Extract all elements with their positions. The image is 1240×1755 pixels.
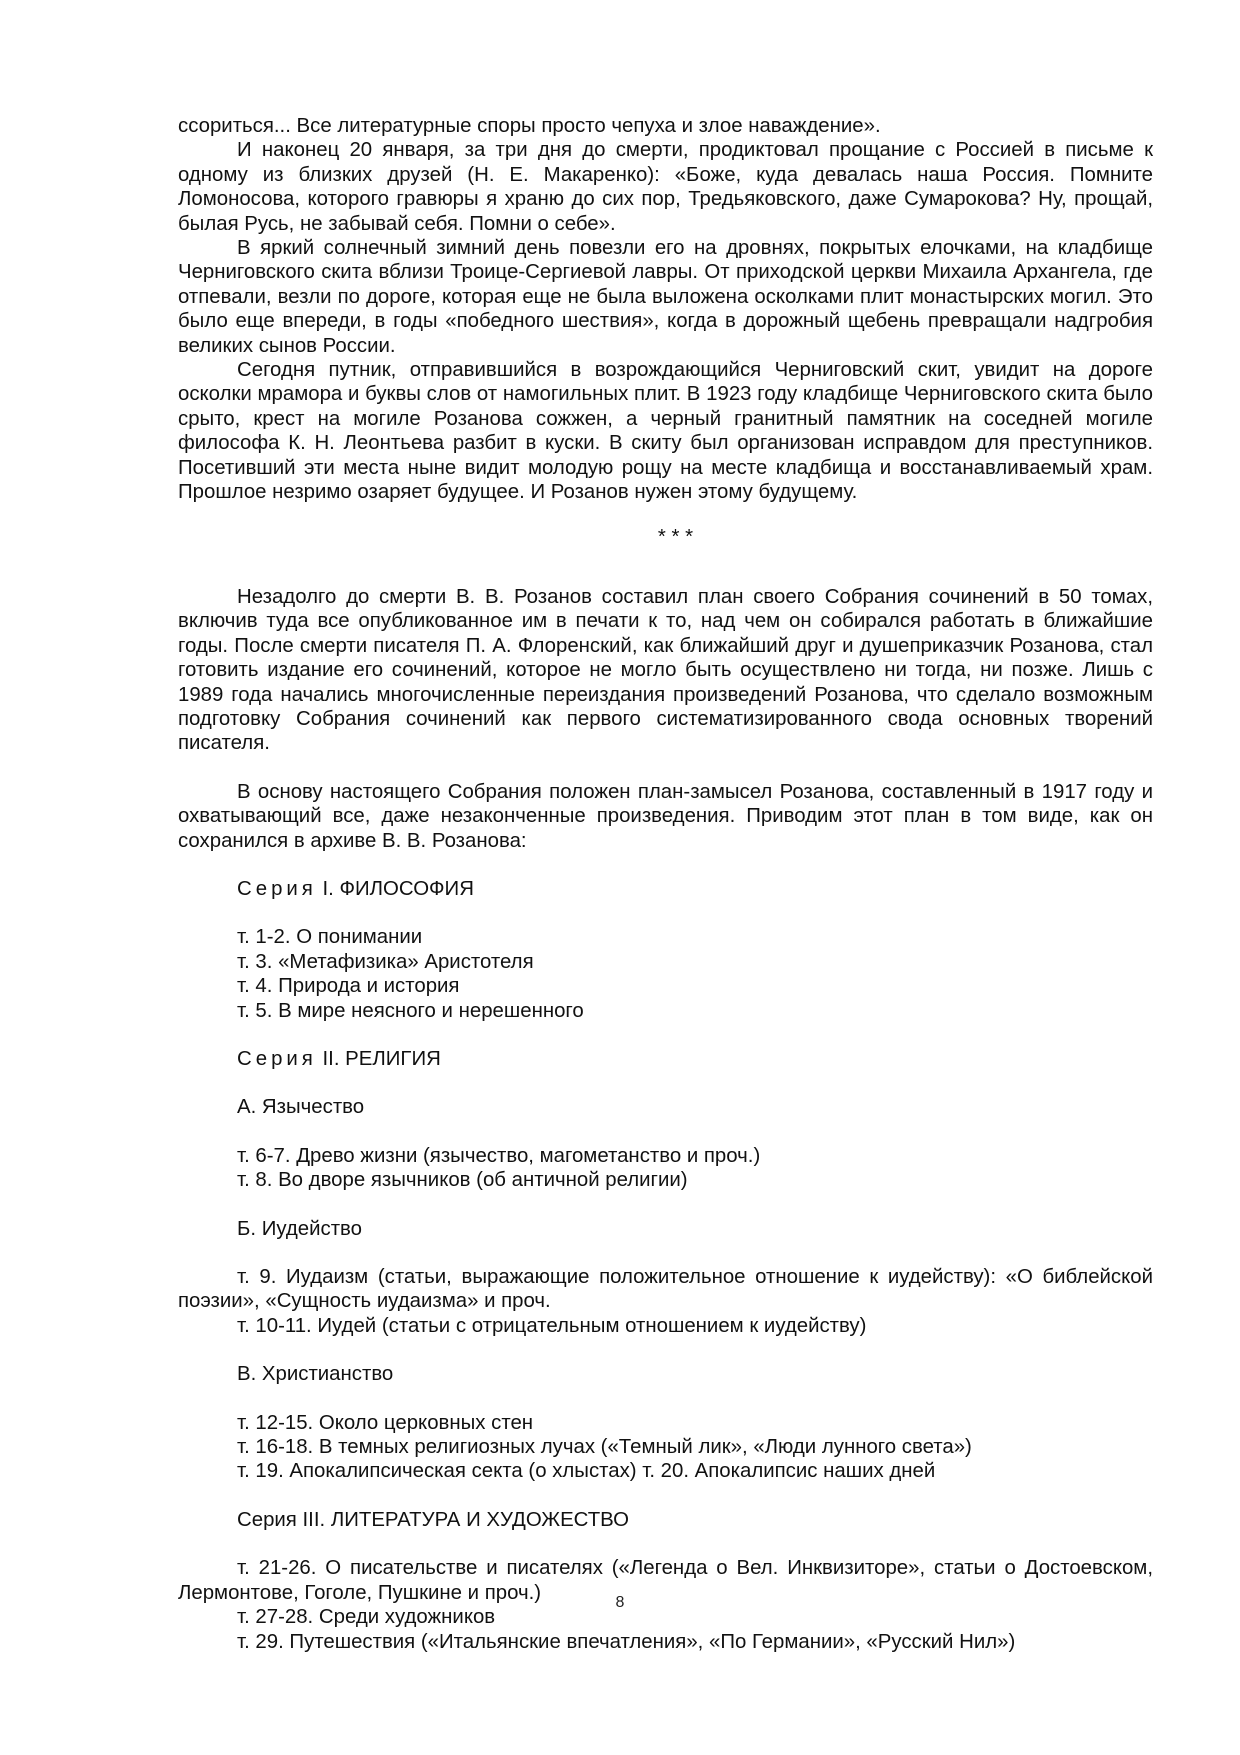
list-item: т. 1-2. О понимании xyxy=(237,926,423,949)
subsection-heading: Б. Иудейство xyxy=(237,1217,362,1240)
series-prefix: Серия xyxy=(237,1048,317,1070)
paragraph: В основу настоящего Собрания положен план-замысел Розанова, составленный в 1917 году и охватывающий все, даже незаконченные произведения. Приводим этот план в том виде, как он сохранился в архиве В. В. Розанова: xyxy=(178,780,1153,852)
paragraph: ссориться... Все литературные споры просто чепуха и злое наваждение». xyxy=(178,115,881,137)
subsection-heading: А. Язычество xyxy=(237,1096,365,1119)
volume-list xyxy=(178,1144,1153,1193)
list-item: т. 8. Во дворе язычников (об античной религии) xyxy=(237,1169,688,1192)
series-title: Серия III. ЛИТЕРАТУРА И ХУДОЖЕСТВО xyxy=(237,1508,629,1531)
series-prefix: Серия xyxy=(237,877,317,900)
paragraph: Сегодня путник, отправившийся в возрождающийся Черниговский скит, увидит на дороге осколки мрамора и буквы слов от намогильных плит. В 1923 году кладбище Черниговского скита было срыто, крест на могиле Розанова сожжен, а черный гранитный памятник на соседней могиле философа К. Н. Леонтьева разбит в куски. В скиту был организован исправдом для преступников. Посетивший эти места ныне видит молодую рощу на месте кладбища и восстанавливаемый храм. Прошлое незримо озаряет будущее. И Розанов нужен этому будущему. xyxy=(178,359,1153,504)
page-number: 8 xyxy=(615,1594,625,1611)
list-item: т. 5. В мире неясного и нерешенного xyxy=(237,999,584,1022)
series-title: II. РЕЛИГИЯ xyxy=(322,1048,441,1070)
list-item: т. 3. «Метафизика» Аристотеля xyxy=(237,950,534,973)
paragraph: В яркий солнечный зимний день повезли его на дровнях, покрытых елочками, на кладбище Черниговского скита вблизи Троице-Сергиевой лавры. От приходской церкви Михаила Архангела, где отпевали, везли по дороге, которая еще не была выложена осколками плит монастырских могил. Это было еще впереди, в годы «победного шествия», когда в дорожный щебень превращали надгробия великих сынов России. xyxy=(178,237,1153,357)
series-heading xyxy=(178,1047,1153,1071)
paragraph: Незадолго до смерти В. В. Розанов составил план своего Собрания сочинений в 50 томах, включив туда все опубликованное им в печати к то, над чем он собирался работать в ближайшие годы. После смерти писателя П. А. Флоренский, как ближайший друг и душеприказчик Розанова, стал готовить издание его сочинений, которое не могло быть осуществлено ни тогда, ни позже. Лишь с 1989 года начались многочисленные переиздания произведений Розанова, что сделало возможным подготовку Собрания сочинений как первого систематизированного свода основных творений писателя. xyxy=(178,585,1153,755)
series-heading xyxy=(178,1508,1153,1532)
list-item: т. 6-7. Древо жизни (язычество, магометанство и проч.) xyxy=(237,1144,761,1167)
series-title: I. ФИЛОСОФИЯ xyxy=(322,877,474,900)
list-item: т. 29. Путешествия («Итальянские впечатления», «По Германии», «Русский Нил») xyxy=(237,1630,1016,1653)
series-heading xyxy=(178,877,1153,901)
volume-list xyxy=(178,1265,1153,1338)
volume-list xyxy=(178,1411,1153,1484)
list-item: т. 9. Иудаизм (статьи, выражающие положительное отношение к иудейству): «О библейской поэзии», «Сущность иудаизма» и проч. xyxy=(178,1266,1153,1313)
section-separator: * * * xyxy=(657,525,694,548)
list-item: т. 16-18. В темных религиозных лучах («Темный лик», «Люди лунного света») xyxy=(237,1436,972,1459)
document-page xyxy=(178,114,1153,1654)
list-item: т. 27-28. Среди художников xyxy=(237,1606,496,1629)
paragraph: И наконец 20 января, за три дня до смерти, продиктовал прощание с Россией в письме к одному из близких друзей (Н. Е. Макаренко): «Боже, куда девалась наша Россия. Помните Ломоносова, которого гравюры я храню до сих пор, Тредьяковского, даже Сумарокова? Ну, прощай, былая Русь, не забывай себя. Помни о себе». xyxy=(178,139,1153,235)
subsection-heading: В. Христианство xyxy=(237,1363,394,1386)
list-item: т. 21-26. О писательстве и писателях («Легенда о Вел. Инквизиторе», статьи о Достоевском, Лермонтове, Гоголе, Пушкине и проч.) xyxy=(178,1557,1153,1604)
list-item: т. 4. Природа и история xyxy=(237,975,460,998)
list-item: т. 19. Апокалипсическая секта (о хлыстах) т. 20. Апокалипсис наших дней xyxy=(237,1460,936,1483)
list-item: т. 10-11. Иудей (статьи с отрицательным отношением к иудейству) xyxy=(237,1314,867,1337)
list-item: т. 12-15. Около церковных стен xyxy=(237,1411,534,1434)
volume-list xyxy=(178,925,1153,1023)
